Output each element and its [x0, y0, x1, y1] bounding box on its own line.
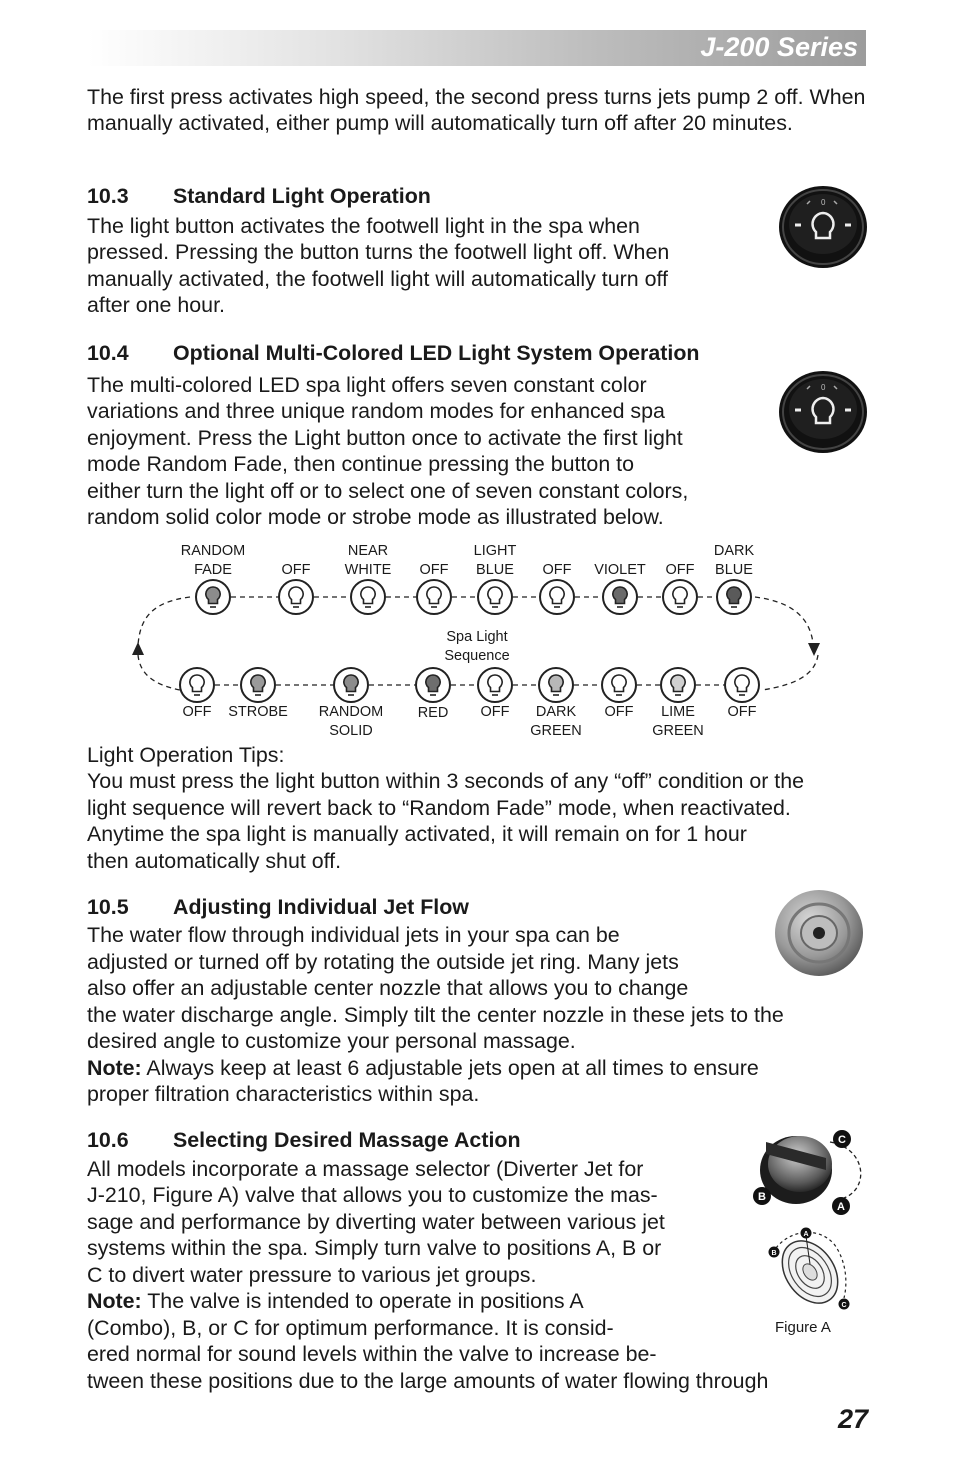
valve-label-b: B	[758, 1191, 766, 1203]
page-number: 27	[837, 1404, 868, 1434]
section-title: Standard Light Operation	[173, 184, 431, 208]
text-line: manually activated, the footwell light will automatically turn off	[87, 267, 669, 291]
sequence-label: GREEN	[652, 723, 704, 739]
text-line: proper filtration characteristics within spa.	[87, 1082, 480, 1106]
note-label: Note:	[87, 1056, 142, 1080]
text-line: pressed. Pressing the button turns the footwell light off. When	[87, 240, 670, 264]
section-title: Adjusting Individual Jet Flow	[173, 895, 469, 919]
light-bulb-icon	[602, 668, 636, 702]
light-bulb-icon	[725, 668, 759, 702]
sequence-label: OFF	[480, 704, 510, 720]
text-line: also offer an adjustable center nozzle that allows you to change	[87, 976, 689, 1000]
text-line: tween these positions due to the large amounts of water flowing through	[87, 1369, 769, 1393]
sequence-label: BLUE	[476, 562, 514, 578]
sequence-label: LIGHT	[473, 543, 517, 559]
tips-heading: Light Operation Tips:	[87, 743, 285, 767]
svg-text:0: 0	[821, 383, 826, 392]
section-number: 10.3	[87, 184, 129, 208]
light-bulb-icon	[196, 580, 230, 614]
sequence-label: FADE	[194, 562, 232, 578]
text-line: The water flow through individual jets in your spa can be	[87, 923, 620, 947]
note-line	[87, 1055, 759, 1081]
text-line: (Combo), B, or C for optimum performance. It is consid-	[87, 1316, 614, 1340]
note-text: Always keep at least 6 adjustable jets open at all times to ensure	[141, 1056, 759, 1080]
note-line	[87, 1288, 584, 1314]
valve-label-a: A	[837, 1201, 845, 1213]
sequence-label: OFF	[727, 704, 757, 720]
light-bulb-icon	[661, 668, 695, 702]
jet-icon	[773, 888, 865, 978]
sequence-label: OFF	[182, 704, 212, 720]
text-line: J-210, Figure A) valve that allows you to customize the mas-	[87, 1183, 658, 1207]
sequence-label: RANDOM	[180, 543, 246, 559]
valve-label-c: C	[838, 1134, 846, 1146]
valve-diagram-label-b: B	[771, 1250, 777, 1257]
text-line: ered normal for sound levels within the valve to increase be-	[87, 1342, 657, 1366]
section-title: Selecting Desired Massage Action	[173, 1128, 521, 1152]
sequence-label: OFF	[281, 562, 311, 578]
text-line: random solid color mode or strobe mode as illustrated below.	[87, 505, 664, 529]
sequence-label: OFF	[419, 562, 449, 578]
light-bulb-icon	[351, 580, 385, 614]
text-line: adjusted or turned off by rotating the outside jet ring. Many jets	[87, 950, 679, 974]
text-line: C to divert water pressure to various jet groups.	[87, 1263, 537, 1287]
sequence-label: DARK	[713, 543, 755, 559]
text-line: the water discharge angle. Simply tilt the center nozzle in these jets to the	[87, 1003, 784, 1027]
sequence-label: SOLID	[329, 723, 373, 739]
text-line: systems within the spa. Simply turn valve to positions A, B or	[87, 1236, 662, 1260]
light-bulb-icon	[717, 580, 751, 614]
light-bulb-icon	[478, 668, 512, 702]
figure-caption: Figure A	[775, 1319, 831, 1336]
text-line: sage and performance by diverting water between various jet	[87, 1210, 665, 1234]
section-10-6-heading	[87, 1128, 521, 1153]
section-number: 10.6	[87, 1128, 129, 1152]
valve-diagram-label-a: A	[803, 1231, 809, 1238]
sequence-label: LIME	[661, 704, 695, 720]
sequence-label: GREEN	[530, 723, 582, 739]
intro-paragraph: The first press activates high speed, the second press turns jets pump 2 off. When manually activated, either pump will automatically turn off after 20 minutes.	[87, 85, 866, 136]
light-bulb-icon	[180, 668, 214, 702]
sequence-label: RANDOM	[318, 704, 384, 720]
light-bulb-icon	[539, 668, 573, 702]
note-text: The valve is intended to operate in positions A	[141, 1289, 584, 1313]
sequence-label: OFF	[604, 704, 634, 720]
note-label: Note:	[87, 1289, 142, 1313]
sequence-label: VIOLET	[594, 562, 646, 578]
sequence-label: DARK	[535, 704, 577, 720]
text-line: variations and three unique random modes for enhanced spa	[87, 399, 665, 423]
text-line: enjoyment. Press the Light button once to activate the first light	[87, 426, 683, 450]
section-title: Optional Multi-Colored LED Light System Operation	[173, 341, 700, 365]
svg-text:0: 0	[821, 198, 826, 207]
sequence-label: NEAR	[347, 543, 389, 559]
text-line: The light button activates the footwell light in the spa when	[87, 214, 640, 238]
sequence-label: RED	[417, 705, 449, 721]
light-bulb-icon	[603, 580, 637, 614]
valve-diagram-label-c: C	[841, 1302, 847, 1309]
light-bulb-icon	[540, 580, 574, 614]
light-bulb-icon	[279, 580, 313, 614]
text-line: Anytime the spa light is manually activated, it will remain on for 1 hour	[87, 822, 747, 846]
text-line: All models incorporate a massage selector (Diverter Jet for	[87, 1157, 644, 1181]
text-line: light sequence will revert back to “Random Fade” mode, when reactivated.	[87, 796, 791, 820]
section-number: 10.5	[87, 895, 129, 919]
text-line: mode Random Fade, then continue pressing the button to	[87, 452, 635, 476]
light-bulb-icon	[478, 580, 512, 614]
text-line: desired angle to customize your personal massage.	[87, 1029, 576, 1053]
light-bulb-icon	[663, 580, 697, 614]
section-number: 10.4	[87, 341, 129, 365]
sequence-label: BLUE	[715, 562, 753, 578]
text-line: You must press the light button within 3 seconds of any “off” condition or the	[87, 769, 805, 793]
sequence-label: WHITE	[344, 562, 392, 578]
header-title: J-200 Series	[700, 32, 858, 62]
light-bulb-icon	[416, 668, 450, 702]
light-bulb-icon	[417, 580, 451, 614]
sequence-label: STROBE	[228, 704, 288, 720]
light-bulb-icon	[241, 668, 275, 702]
text-line: after one hour.	[87, 293, 225, 317]
text-line: then automatically shut off.	[87, 849, 342, 873]
diverter-valve-diagram-icon	[760, 1224, 860, 1316]
light-bulb-icon	[334, 668, 368, 702]
text-line: The multi-colored LED spa light offers seven constant color	[87, 373, 647, 397]
section-10-5-heading	[87, 895, 469, 920]
sequence-label: OFF	[542, 562, 572, 578]
sequence-caption: Spa Light Sequence	[444, 629, 510, 664]
diverter-valve-knob-icon	[748, 1118, 872, 1218]
sequence-label: OFF	[665, 562, 695, 578]
text-line: either turn the light off or to select one of seven constant colors,	[87, 479, 689, 503]
